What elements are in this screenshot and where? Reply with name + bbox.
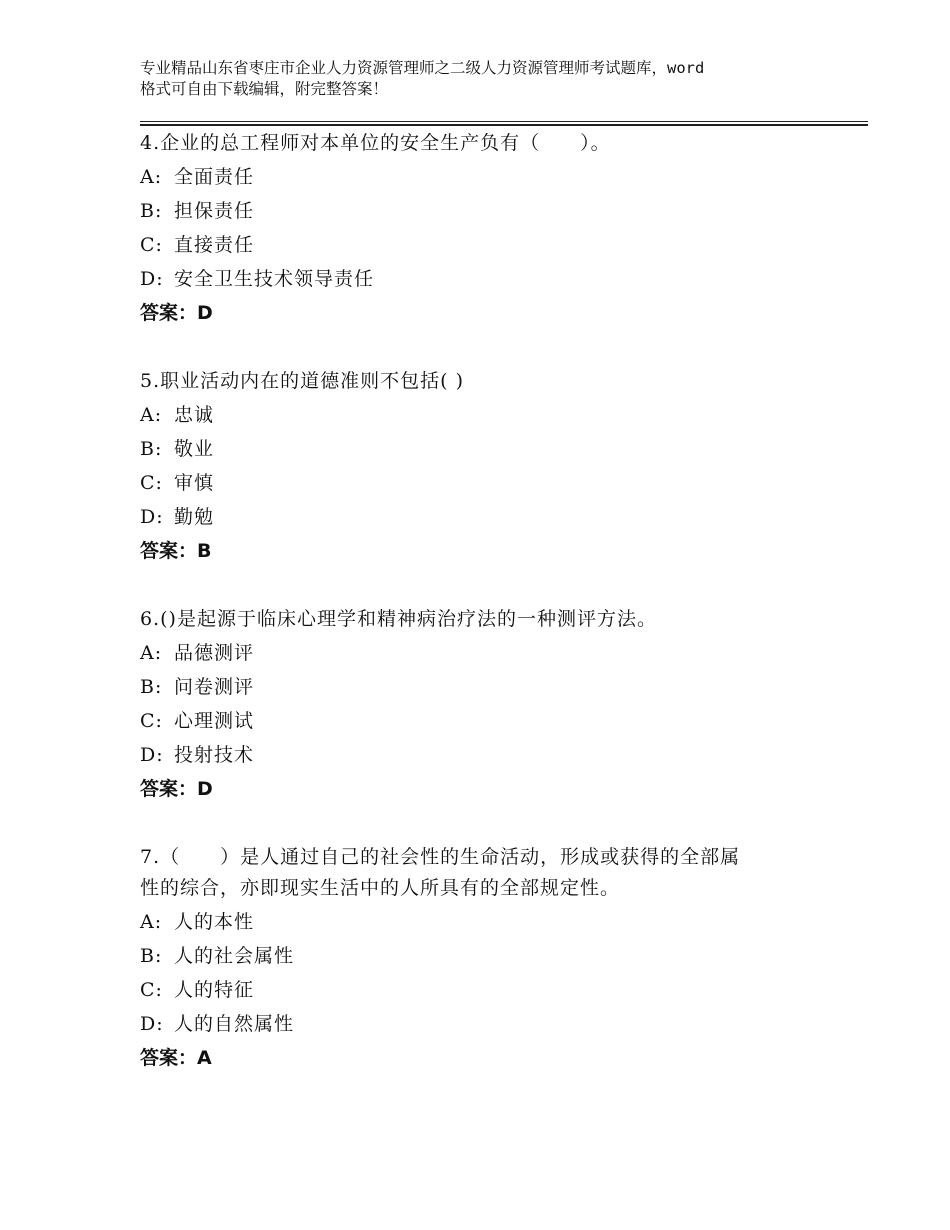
option-text: 心理测试	[174, 710, 255, 732]
question-stem: 5.职业活动内在的道德准则不包括( )	[140, 370, 464, 392]
option-d	[140, 502, 840, 536]
answer-line: 答案：A	[140, 1047, 212, 1069]
option-text: 勤勉	[174, 506, 215, 528]
question-5	[140, 366, 840, 570]
option-text: 审慎	[174, 472, 215, 494]
question-stem: 6.()是起源于临床心理学和精神病治疗法的一种测评方法。	[140, 608, 657, 630]
question-stem-line-1: 7.（ ）是人通过自己的社会性的生命活动，形成或获得的全部属	[140, 846, 741, 868]
option-letter: D:	[140, 506, 164, 528]
option-text: 人的本性	[174, 911, 255, 933]
option-text: 人的特征	[174, 979, 255, 1001]
option-letter: C:	[140, 472, 163, 494]
option-b	[140, 196, 840, 230]
question-stem-line-2: 性的综合，亦即现实生活中的人所具有的全部规定性。	[140, 877, 621, 899]
option-text: 人的自然属性	[174, 1013, 295, 1035]
question-stem	[140, 842, 840, 904]
option-b	[140, 941, 840, 975]
option-a	[140, 907, 840, 941]
option-letter: D:	[140, 744, 164, 766]
option-letter: A:	[140, 642, 163, 664]
question-spacer	[140, 332, 840, 366]
option-c	[140, 975, 840, 1009]
answer-line: 答案：D	[140, 778, 213, 800]
option-letter: A:	[140, 911, 163, 933]
answer-line: 答案：B	[140, 540, 212, 562]
option-text: 问卷测评	[174, 676, 255, 698]
question-spacer	[140, 570, 840, 604]
question-list	[140, 128, 840, 1077]
question-stem: 4.企业的总工程师对本单位的安全生产负有（ ）。	[140, 132, 611, 154]
option-a	[140, 638, 840, 672]
header-line-1: 专业精品山东省枣庄市企业人力资源管理师之二级人力资源管理师考试题库，word	[140, 59, 705, 77]
option-letter: D:	[140, 1013, 164, 1035]
option-c	[140, 706, 840, 740]
option-text: 安全卫生技术领导责任	[174, 268, 375, 290]
option-letter: B:	[140, 438, 163, 460]
question-4	[140, 128, 840, 332]
option-a	[140, 162, 840, 196]
option-text: 忠诚	[174, 404, 215, 426]
option-a	[140, 400, 840, 434]
option-text: 直接责任	[174, 234, 255, 256]
option-b	[140, 672, 840, 706]
question-spacer	[140, 808, 840, 842]
option-text: 担保责任	[174, 200, 255, 222]
option-d	[140, 264, 840, 298]
option-letter: B:	[140, 945, 163, 967]
document-header	[140, 58, 840, 100]
option-b	[140, 434, 840, 468]
option-letter: C:	[140, 710, 163, 732]
option-text: 全面责任	[174, 166, 255, 188]
option-text: 敬业	[174, 438, 215, 460]
option-letter: B:	[140, 200, 163, 222]
option-letter: A:	[140, 166, 163, 188]
option-d	[140, 1009, 840, 1043]
answer-line: 答案：D	[140, 302, 213, 324]
option-c	[140, 468, 840, 502]
option-text: 投射技术	[174, 744, 255, 766]
option-letter: B:	[140, 676, 163, 698]
option-text: 品德测评	[174, 642, 255, 664]
question-6	[140, 604, 840, 808]
option-letter: C:	[140, 234, 163, 256]
option-letter: A:	[140, 404, 163, 426]
option-letter: D:	[140, 268, 164, 290]
header-divider	[140, 121, 868, 127]
option-text: 人的社会属性	[174, 945, 295, 967]
option-c	[140, 230, 840, 264]
option-letter: C:	[140, 979, 163, 1001]
question-7	[140, 842, 840, 1077]
header-line-2: 格式可自由下载编辑，附完整答案！	[140, 80, 389, 98]
option-d	[140, 740, 840, 774]
